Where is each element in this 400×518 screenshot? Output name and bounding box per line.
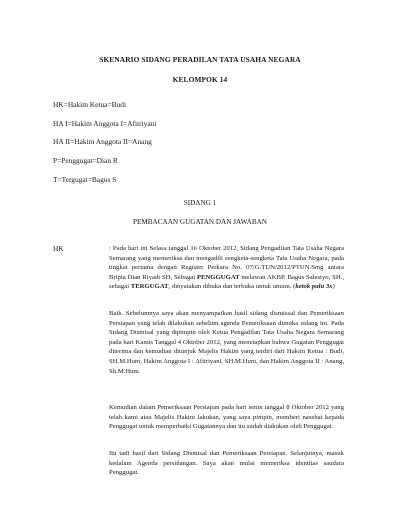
role-tergugat: T=Tergugat=Bagus S: [53, 175, 117, 184]
role-hakim-anggota-1: HA I=Hakim Anggota I=Afitriyani: [53, 119, 157, 128]
opening-text-4: ): [332, 283, 335, 291]
document-title: SKENARIO SIDANG PERADILAN TATA USAHA NEGARA: [99, 55, 301, 64]
tergugat-term: TERGUGAT: [130, 283, 169, 291]
session-heading: SIDANG 1: [183, 199, 217, 207]
speaker-label: HK: [53, 244, 64, 253]
preparation-summary-paragraph: Kemudian dalam Pemeriksaan Persiapan pada hari senin tanggal 8 Oktober 2012 yang telah kami atau Majelis Hakim lakukan, yang saya pimpin, memberi nasehat kepada Penggugat untuk memperbaiki Gugatannya dan itu sudah diakukan oleh Penggugat.: [109, 404, 344, 431]
agenda-heading: PEMBACAAN GUGATAN DAN JAWABAN: [132, 218, 267, 226]
role-hakim-anggota-2: HA II=Hakim Anggota II=Anang: [53, 137, 152, 146]
role-penggugat: P=Penggugat=Dian R: [53, 156, 118, 165]
group-heading: KELOMPOK 14: [172, 75, 228, 84]
opening-text-2: melawan AKBP. Bagus Salestyo, SH., sebagai: [109, 273, 344, 291]
penggugat-term: PENGGUGAT: [196, 273, 240, 281]
opening-text: : Pada hari ini Selasa tanggal 16 Oktober 2012, Sidang Pengadilan Tata Usaha Negara Semarang yang memeriksa dan mengadili sengketa-sengketa Tata Usaha Negara, pada tingkat pertama dengan Register Perkara No. 07/G.TUN/2012/PTUN.Smg antara Bripta Dian Riyadi SH, Sebagai: [109, 245, 344, 281]
stage-direction: ketok palu 3x: [295, 283, 333, 291]
opening-statement: [109, 244, 344, 292]
agenda-transition-paragraph: Itu tadi hasil dari Sidang Dismisal dan Pemeriksaan Persiapan. Selanjutnya, masuk kedalam Agenda persidangan. Saya akan mulai memeriksa identitas saudara Penggugat.: [109, 450, 344, 477]
opening-text-3: , dinyatakan dibuka dan terbuka untuk umum. (: [168, 283, 296, 291]
dismissal-summary-paragraph: Baik. Sebelumnya saya akan menyampaikan hasil sidang dismissal dan Pemeriksaan Persiapan yang telah dilakukan sebelum agenda Pemeriksaan dimuka sidang ini. Pada Sidang Dismisal yang dipimpin oleh Ketua Pengadilan Tata Usaha Negara Semarang pada hari Kamis Tanggal 4 Oktober 2012, yang menetapkan bahwa Gugatan Penggugat diterima dan kemudian ditunjuk Majelis Hakim yang terdiri dari Hakim Ketua : Budi, SH.M.Hum, Hakim Anggota I : Afitriyani, SH.M.Hum, dan Hakim Anggota II : Anang, Sh.M.Hum.: [109, 310, 344, 375]
role-hakim-ketua: HK=Hakim Ketua=Budi: [53, 100, 126, 109]
